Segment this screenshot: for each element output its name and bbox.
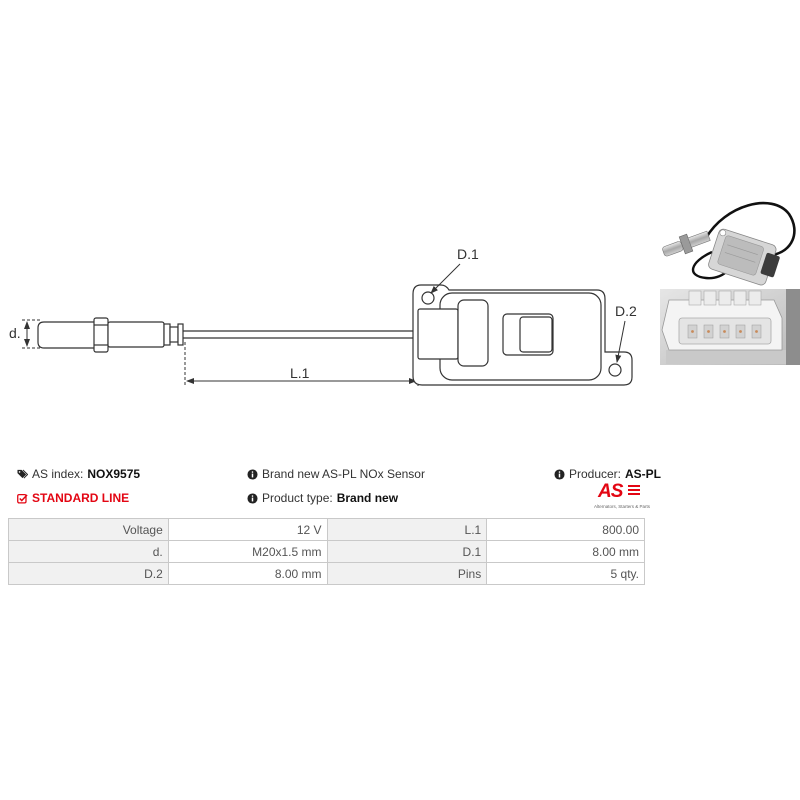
as-index	[17, 467, 140, 481]
product-type-value: Brand new	[336, 491, 399, 505]
description-text: Brand new AS-PL NOx Sensor	[262, 467, 425, 481]
table-row	[9, 563, 645, 585]
spec-value: 800.00	[487, 519, 645, 541]
table-row	[9, 519, 645, 541]
table-row	[9, 541, 645, 563]
product-line	[17, 491, 129, 505]
sensor-cable	[183, 331, 420, 338]
spec-label: D.2	[9, 563, 169, 585]
as-pl-logo	[584, 482, 650, 512]
logo-bars	[628, 485, 640, 497]
spec-value: M20x1.5 mm	[168, 541, 327, 563]
spec-label: Pins	[327, 563, 487, 585]
logo-tagline: Alternators, Starters & Parts	[593, 504, 650, 509]
check-square-icon	[17, 493, 28, 504]
spec-label: L.1	[327, 519, 487, 541]
info-icon	[247, 469, 258, 480]
length-label: L.1	[290, 365, 310, 381]
connector-photo	[660, 289, 800, 365]
info-icon	[554, 469, 565, 480]
d2-label: D.2	[615, 303, 637, 319]
product-description	[247, 467, 425, 481]
spec-value: 5 qty.	[487, 563, 645, 585]
specifications-table	[8, 518, 645, 585]
product-line-text: STANDARD LINE	[32, 491, 130, 505]
as-index-value: NOX9575	[87, 467, 141, 481]
sensor-photo	[658, 195, 800, 288]
tags-icon	[17, 469, 28, 480]
control-unit-box	[413, 285, 632, 385]
spec-label: D.1	[327, 541, 487, 563]
mounting-hole-d1	[422, 292, 434, 304]
sensor-probe	[38, 318, 183, 352]
product-type-label: Product type:	[262, 491, 333, 505]
info-icon	[247, 493, 258, 504]
spec-value: 8.00 mm	[487, 541, 645, 563]
mounting-hole-d2	[609, 364, 621, 376]
d1-label: D.1	[457, 246, 479, 262]
logo-mark: AS	[598, 481, 623, 502]
spec-value: 12 V	[168, 519, 327, 541]
producer	[554, 467, 661, 481]
spec-label: Voltage	[9, 519, 169, 541]
as-index-label: AS index:	[32, 467, 84, 481]
producer-label: Producer:	[568, 467, 621, 481]
product-type	[247, 491, 398, 505]
producer-value: AS-PL	[625, 467, 661, 481]
spec-value: 8.00 mm	[168, 563, 327, 585]
spec-label: d.	[9, 541, 169, 563]
diameter-label: d.	[9, 325, 21, 341]
